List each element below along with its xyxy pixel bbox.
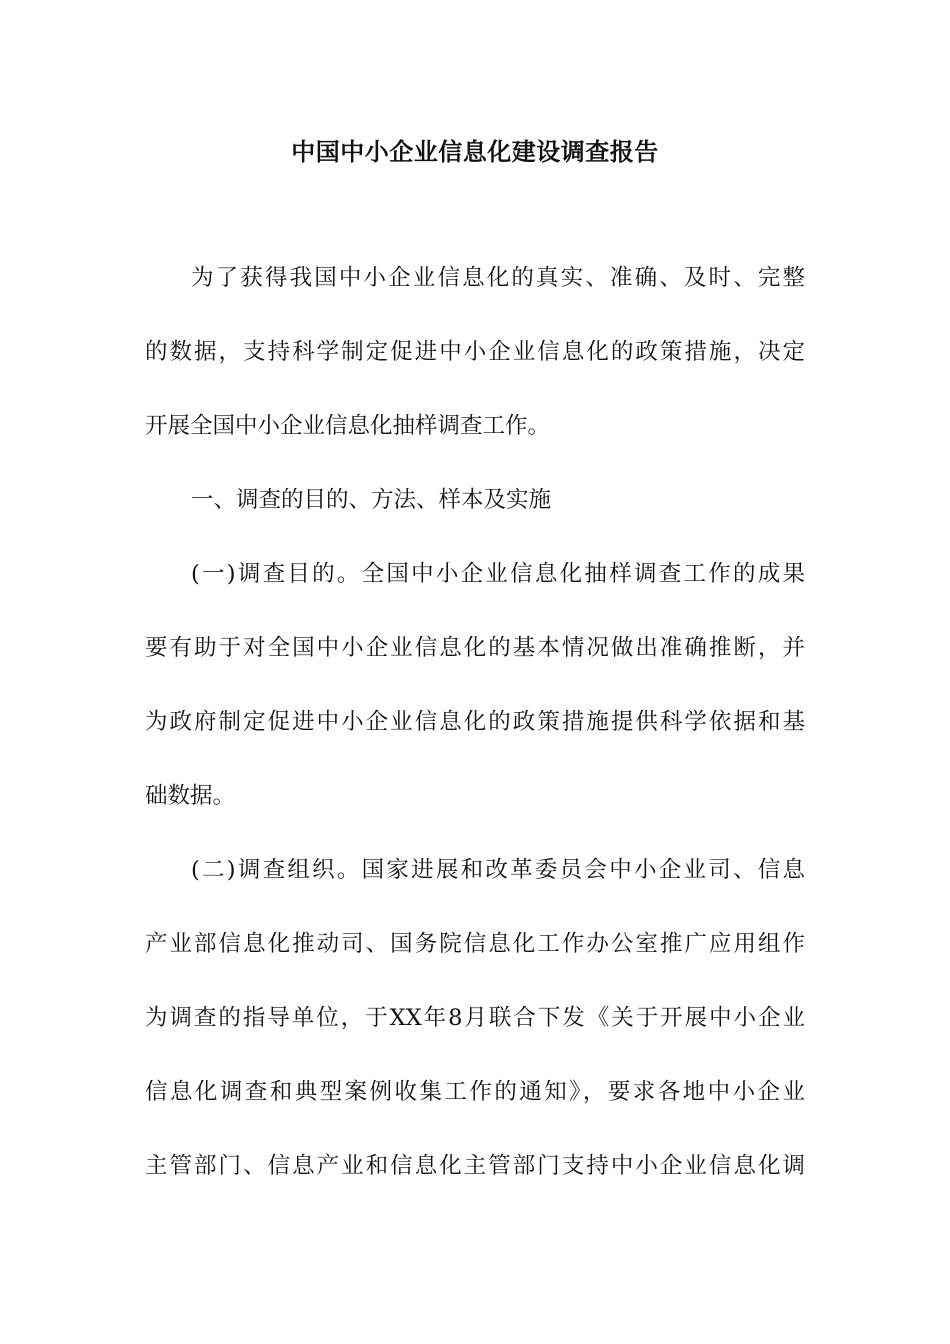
paragraph-1-line-3: 开展全国中小企业信息化抽样调查工作。 <box>145 413 551 439</box>
section-heading-1: 一、调查的目的、方法、样本及实施 <box>191 487 552 513</box>
paragraph-3-line-1: (二)调查组织。国家进展和改革委员会中小企业司、信息 <box>191 857 805 883</box>
paragraph-3-line-4: 信息化调查和典型案例收集工作的通知》，要求各地中小企业 <box>145 1079 805 1105</box>
document-body <box>145 254 805 1216</box>
paragraph-2-line-3: 为政府制定促进中小企业信息化的政策措施提供科学依据和基 <box>145 709 805 735</box>
paragraph-1-line-2: 的数据，支持科学制定促进中小企业信息化的政策措施，决定 <box>145 339 805 365</box>
paragraph-3-line-3: 为调查的指导单位，于XX年8月联合下发《关于开展中小企业 <box>145 1005 805 1031</box>
document-title: 中国中小企业信息化建设调查报告 <box>291 137 659 166</box>
paragraph-2-line-2: 要有助于对全国中小企业信息化的基本情况做出准确推断，并 <box>145 635 805 661</box>
paragraph-2-line-4: 础数据。 <box>145 783 236 809</box>
paragraph-3-line-2: 产业部信息化推动司、国务院信息化工作办公室推广应用组作 <box>145 931 805 957</box>
paragraph-3-line-5: 主管部门、信息产业和信息化主管部门支持中小企业信息化调 <box>145 1153 805 1179</box>
paragraph-1-line-1: 为了获得我国中小企业信息化的真实、准确、及时、完整 <box>191 265 805 291</box>
paragraph-2-line-1: (一)调查目的。全国中小企业信息化抽样调查工作的成果 <box>191 561 805 587</box>
